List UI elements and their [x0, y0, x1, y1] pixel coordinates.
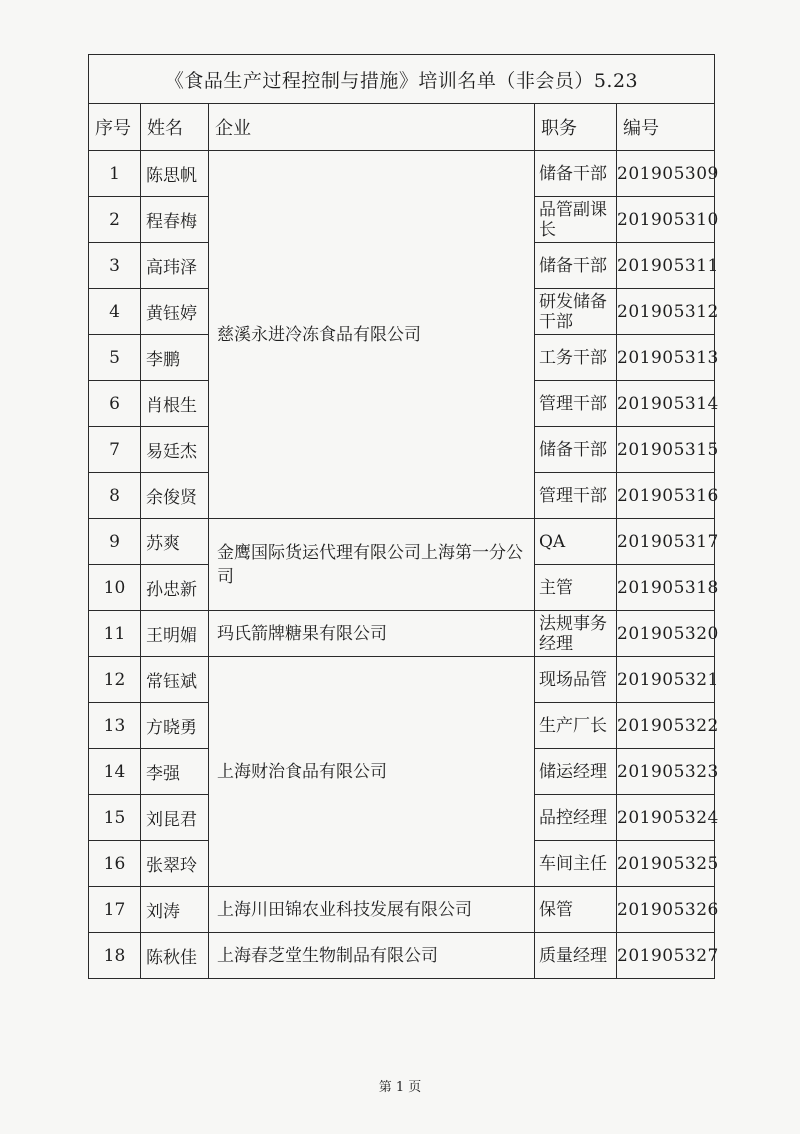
row-no: 7 — [89, 427, 141, 473]
row-id: 201905314 — [617, 381, 715, 427]
row-no: 13 — [89, 703, 141, 749]
row-name: 陈思帆 — [141, 151, 209, 197]
table-row — [89, 887, 715, 933]
row-id: 201905320 — [617, 611, 715, 657]
row-name: 程春梅 — [141, 197, 209, 243]
table-title: 《食品生产过程控制与措施》培训名单（非会员）5.23 — [89, 55, 715, 104]
row-name: 王明媚 — [141, 611, 209, 657]
row-position: 主管 — [535, 565, 617, 611]
row-position: 研发储备干部 — [535, 289, 617, 335]
row-name: 余俊贤 — [141, 473, 209, 519]
training-roster-table — [88, 54, 719, 979]
row-name: 张翠玲 — [141, 841, 209, 887]
row-no: 12 — [89, 657, 141, 703]
row-name: 高玮泽 — [141, 243, 209, 289]
header-row — [89, 104, 715, 151]
page-number: 第 1 页 — [378, 1080, 422, 1095]
row-position: 储备干部 — [535, 151, 617, 197]
header-no: 序号 — [89, 104, 141, 151]
row-company: 玛氏箭牌糖果有限公司 — [209, 611, 535, 657]
row-name: 肖根生 — [141, 381, 209, 427]
row-id: 201905324 — [617, 795, 715, 841]
table-row — [89, 151, 715, 197]
row-position: 生产厂长 — [535, 703, 617, 749]
row-company: 上海川田锦农业科技发展有限公司 — [209, 887, 535, 933]
row-name: 黄钰婷 — [141, 289, 209, 335]
header-name: 姓名 — [141, 104, 209, 151]
roster-sheet — [88, 54, 719, 979]
row-position: 储备干部 — [535, 243, 617, 289]
row-name: 刘涛 — [141, 887, 209, 933]
row-position: QA — [535, 519, 617, 565]
table-row — [89, 657, 715, 703]
row-no: 15 — [89, 795, 141, 841]
row-no: 14 — [89, 749, 141, 795]
row-no: 3 — [89, 243, 141, 289]
table-row — [89, 611, 715, 657]
row-name: 方晓勇 — [141, 703, 209, 749]
row-no: 18 — [89, 933, 141, 979]
row-position: 品管副课长 — [535, 197, 617, 243]
row-no: 8 — [89, 473, 141, 519]
row-id: 201905309 — [617, 151, 715, 197]
row-position: 储运经理 — [535, 749, 617, 795]
row-position: 管理干部 — [535, 381, 617, 427]
row-position: 现场品管 — [535, 657, 617, 703]
row-id: 201905326 — [617, 887, 715, 933]
row-no: 1 — [89, 151, 141, 197]
row-id: 201905313 — [617, 335, 715, 381]
row-no: 10 — [89, 565, 141, 611]
row-company: 慈溪永进冷冻食品有限公司 — [209, 151, 535, 519]
row-id: 201905315 — [617, 427, 715, 473]
row-name: 陈秋佳 — [141, 933, 209, 979]
row-name: 常钰斌 — [141, 657, 209, 703]
row-id: 201905318 — [617, 565, 715, 611]
row-no: 4 — [89, 289, 141, 335]
header-id: 编号 — [617, 104, 715, 151]
row-company: 上海财治食品有限公司 — [209, 657, 535, 887]
row-id: 201905321 — [617, 657, 715, 703]
table-row — [89, 933, 715, 979]
row-name: 易廷杰 — [141, 427, 209, 473]
row-id: 201905311 — [617, 243, 715, 289]
row-position: 质量经理 — [535, 933, 617, 979]
row-id: 201905317 — [617, 519, 715, 565]
row-no: 2 — [89, 197, 141, 243]
row-name: 李强 — [141, 749, 209, 795]
row-id: 201905327 — [617, 933, 715, 979]
row-no: 11 — [89, 611, 141, 657]
header-company: 企业 — [209, 104, 535, 151]
row-id: 201905325 — [617, 841, 715, 887]
row-name: 孙忠新 — [141, 565, 209, 611]
row-no: 16 — [89, 841, 141, 887]
row-name: 李鹏 — [141, 335, 209, 381]
row-no: 9 — [89, 519, 141, 565]
row-id: 201905316 — [617, 473, 715, 519]
row-position: 车间主任 — [535, 841, 617, 887]
row-position: 法规事务经理 — [535, 611, 617, 657]
row-name: 苏爽 — [141, 519, 209, 565]
row-position: 工务干部 — [535, 335, 617, 381]
row-company: 金鹰国际货运代理有限公司上海第一分公司 — [209, 519, 535, 611]
row-position: 管理干部 — [535, 473, 617, 519]
row-position: 保管 — [535, 887, 617, 933]
row-no: 17 — [89, 887, 141, 933]
row-id: 201905312 — [617, 289, 715, 335]
row-no: 6 — [89, 381, 141, 427]
row-position: 储备干部 — [535, 427, 617, 473]
row-id: 201905310 — [617, 197, 715, 243]
row-name: 刘昆君 — [141, 795, 209, 841]
row-position: 品控经理 — [535, 795, 617, 841]
row-company: 上海春芝堂生物制品有限公司 — [209, 933, 535, 979]
row-id: 201905323 — [617, 749, 715, 795]
table-row — [89, 519, 715, 565]
row-id: 201905322 — [617, 703, 715, 749]
row-no: 5 — [89, 335, 141, 381]
header-position: 职务 — [535, 104, 617, 151]
